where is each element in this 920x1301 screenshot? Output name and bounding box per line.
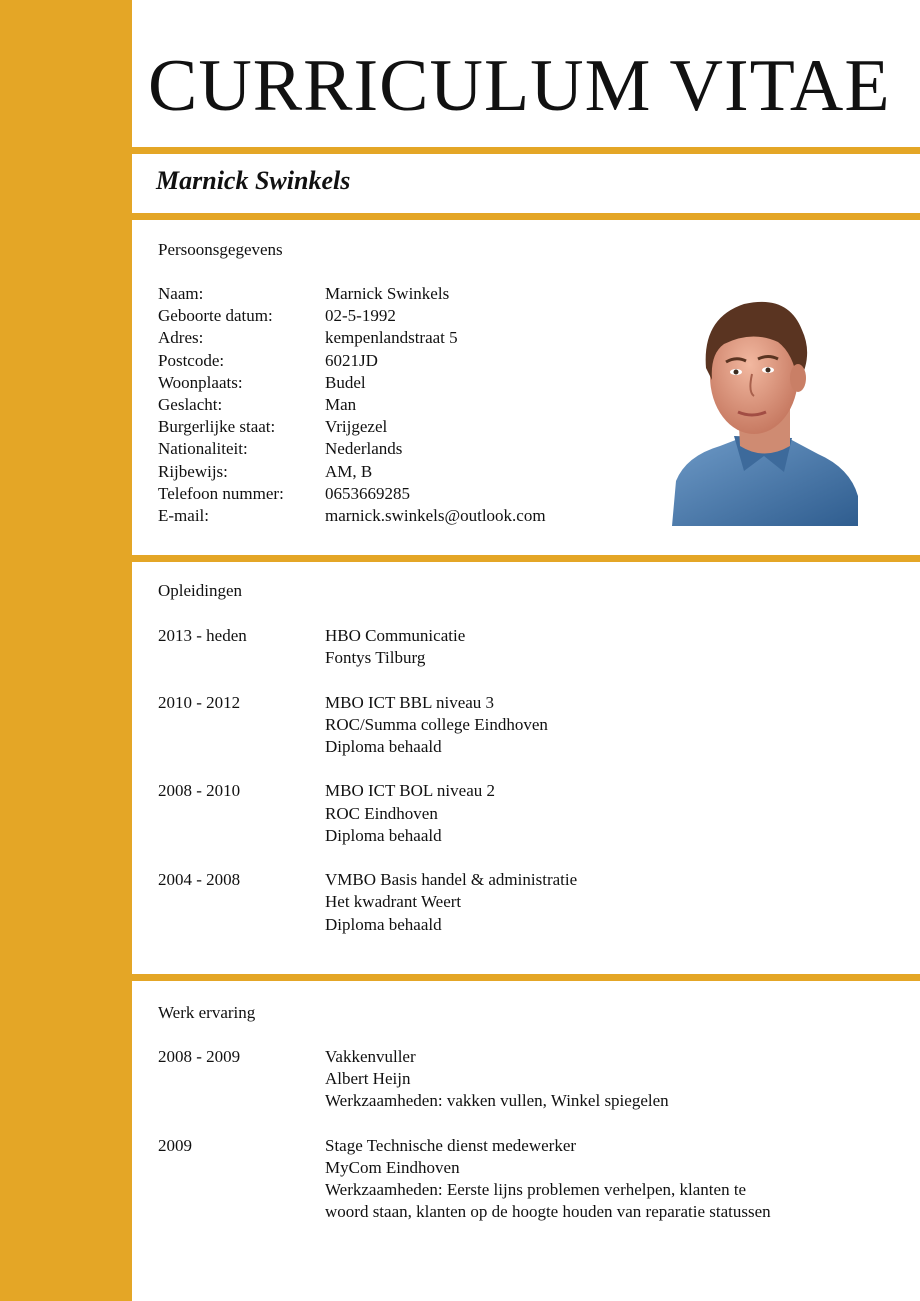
detail-label: Geboorte datum:: [158, 306, 273, 326]
entry-line: Fontys Tilburg: [325, 648, 426, 668]
entry-line: Werkzaamheden: Eerste lijns problemen verhelpen, klanten te: [325, 1180, 747, 1200]
detail-label: Burgerlijke staat:: [158, 417, 276, 437]
education-entry: [158, 869, 825, 936]
detail-row: [158, 416, 546, 438]
entry-line: woord staan, klanten op de hoogte houden van reparatie statussen: [325, 1202, 771, 1222]
entry-period: 2008 - 2009: [158, 1047, 241, 1066]
entry-line: HBO Communicatie: [325, 626, 466, 645]
detail-label: Telefoon nummer:: [158, 483, 284, 503]
entry-line: Diploma behaald: [325, 825, 442, 845]
profile-photo: [668, 296, 860, 526]
section-title-education: Opleidingen: [158, 581, 243, 600]
personal-details: [158, 283, 546, 527]
work-entry: [158, 1135, 825, 1224]
detail-label: Adres:: [158, 328, 204, 348]
detail-value: AM, B: [325, 461, 373, 481]
detail-label: Rijbewijs:: [158, 461, 228, 481]
detail-label: Postcode:: [158, 350, 225, 370]
entry-period: 2013 - heden: [158, 626, 247, 645]
detail-label: Naam:: [158, 284, 204, 303]
divider: [132, 147, 920, 154]
entry-line: Albert Heijn: [325, 1069, 411, 1089]
work-entry: [158, 1046, 825, 1113]
detail-row: [158, 372, 546, 394]
divider: [132, 974, 920, 981]
detail-value: Vrijgezel: [325, 417, 388, 437]
entry-line: VMBO Basis handel & administratie: [325, 870, 578, 890]
detail-value: Nederlands: [325, 439, 403, 459]
divider: [132, 555, 920, 562]
entry-line: MBO ICT BOL niveau 2: [325, 781, 495, 801]
detail-value: 02-5-1992: [325, 306, 396, 326]
person-name: Marnick Swinkels: [156, 166, 351, 195]
detail-value: Budel: [325, 372, 366, 392]
entry-line: MyCom Eindhoven: [325, 1158, 460, 1177]
entry-line: Diploma behaald: [325, 737, 442, 756]
education-entry: [158, 625, 825, 669]
entry-line: MBO ICT BBL niveau 3: [325, 692, 495, 712]
detail-value: 0653669285: [325, 483, 410, 503]
entry-period: 2009: [158, 1135, 192, 1155]
section-title-work: Werk ervaring: [158, 1003, 256, 1022]
detail-row: [158, 327, 546, 349]
entry-line: Vakkenvuller: [325, 1047, 416, 1066]
detail-row: [158, 483, 546, 505]
detail-row: [158, 305, 546, 327]
detail-value: Man: [325, 395, 357, 415]
education-entry: [158, 692, 825, 759]
detail-label: Woonplaats:: [158, 372, 243, 392]
detail-value: Marnick Swinkels: [325, 284, 450, 303]
entry-period: 2004 - 2008: [158, 870, 241, 890]
divider: [132, 213, 920, 220]
education-list: [158, 625, 825, 958]
entry-line: Stage Technische dienst medewerker: [325, 1135, 577, 1155]
detail-row: [158, 461, 546, 483]
detail-value: marnick.swinkels@outlook.com: [325, 506, 546, 526]
detail-label: E-mail:: [158, 506, 209, 526]
sidebar-accent-bar: [0, 0, 132, 1301]
document-title: CURRICULUM VITAE: [148, 45, 891, 127]
entry-period: 2008 - 2010: [158, 781, 241, 801]
entry-line: Diploma behaald: [325, 914, 442, 934]
entry-line: ROC/Summa college Eindhoven: [325, 714, 548, 734]
work-list: [158, 1046, 825, 1246]
detail-label: Geslacht:: [158, 395, 223, 415]
detail-row: [158, 438, 546, 460]
education-entry: [158, 780, 825, 847]
entry-line: ROC Eindhoven: [325, 803, 438, 823]
entry-period: 2010 - 2012: [158, 692, 241, 712]
section-title-personal: Persoonsgegevens: [158, 240, 283, 259]
detail-row: [158, 505, 546, 527]
detail-value: kempenlandstraat 5: [325, 328, 458, 348]
entry-line: Werkzaamheden: vakken vullen, Winkel spiegelen: [325, 1091, 669, 1111]
detail-row: [158, 283, 546, 305]
detail-row: [158, 394, 546, 416]
detail-label: Nationaliteit:: [158, 439, 248, 459]
detail-value: 6021JD: [325, 350, 378, 370]
detail-row: [158, 350, 546, 372]
entry-line: Het kwadrant Weert: [325, 892, 462, 912]
